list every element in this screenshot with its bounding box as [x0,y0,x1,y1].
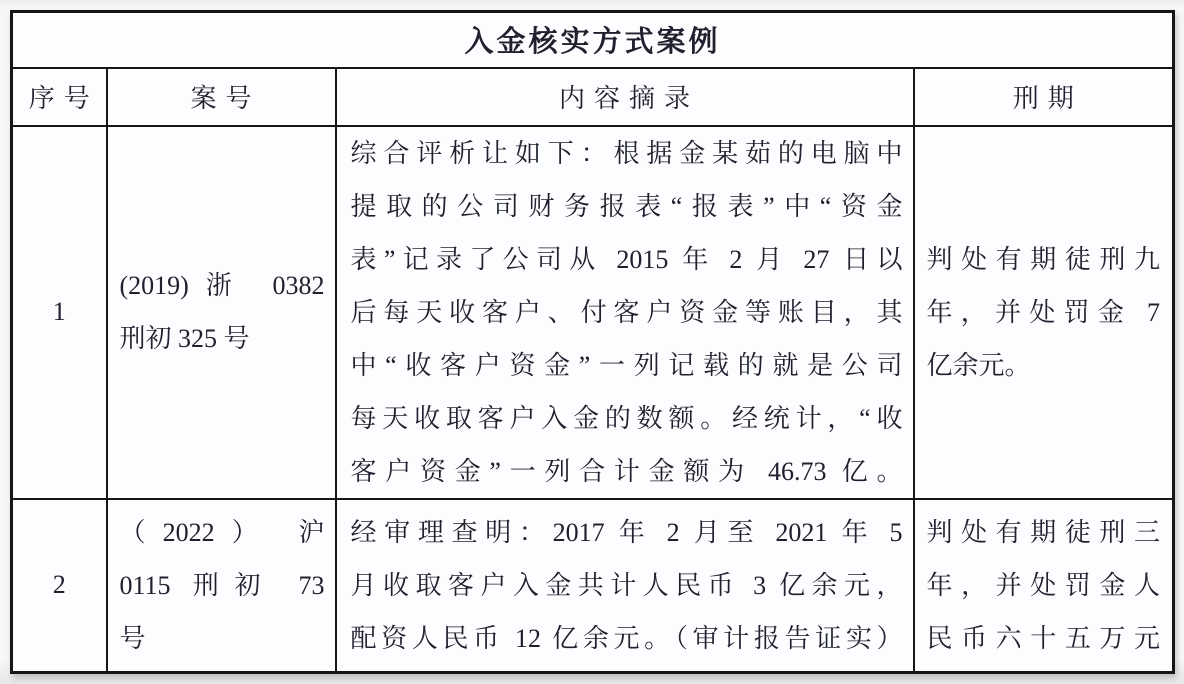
text-line: 每天收取客户入金的数额。经统计，“收 [350,403,903,433]
row2-case-no [107,499,336,673]
header-seq: 序号 [12,68,107,126]
table-title-row [12,12,1174,68]
table-title: 入金核实方式案例 [12,12,1174,68]
row2-content-excerpt [336,499,914,673]
row1-sentence [914,126,1174,499]
text-line: 经审理查明：2017 年 2 月至 2021 年 5 [350,517,903,547]
text-line: （2022） 沪 [119,517,325,547]
row1-case-no [107,126,336,499]
text-line: 0115 刑初 73 [119,570,325,600]
text-line: 年，并处罚金人 [926,570,1161,600]
text-line: 刑初 325 号 [119,324,250,353]
text-line: 判处有期徒刑三 [926,517,1161,547]
text-line: 后每天收客户、付客户资金等账目，其 [350,297,903,327]
table-row [12,499,1174,673]
text-line: 提取的公司财务报表“报表”中“资金 [350,191,903,221]
header-case-no: 案号 [107,68,336,126]
text-line: 判处有期徒刑九 [926,244,1161,274]
text-line: 月收取客户入金共计人民币 3 亿余元， [350,570,903,600]
table-header-row [12,68,1174,126]
table-row [12,126,1174,499]
text-line: 客户资金”一列合计金额为 46.73 亿。 [350,456,903,486]
row2-sentence [914,499,1174,673]
text-line: 综合评析让如下：根据金某茹的电脑中 [350,138,903,168]
text-line: 年，并处罚金 7 [926,297,1161,327]
row1-content-excerpt [336,126,914,499]
header-content: 内容摘录 [336,68,914,126]
row1-seq: 1 [12,126,107,499]
row2-seq: 2 [12,499,107,673]
header-sentence: 刑期 [914,68,1174,126]
text-line: 亿余元。 [926,350,1031,380]
text-line: 中“收客户资金”一列记载的就是公司 [350,350,903,380]
text-line: 号 [119,623,146,653]
text-line: 配资人民币 12 亿余元。（审计报告证实） [350,623,903,653]
text-line: 民币六十五万元 [926,623,1161,653]
text-line: (2019)浙 0382 [119,271,325,300]
text-line: 表”记录了公司从 2015 年 2 月 27 日以 [350,244,903,274]
case-table [10,10,1175,674]
